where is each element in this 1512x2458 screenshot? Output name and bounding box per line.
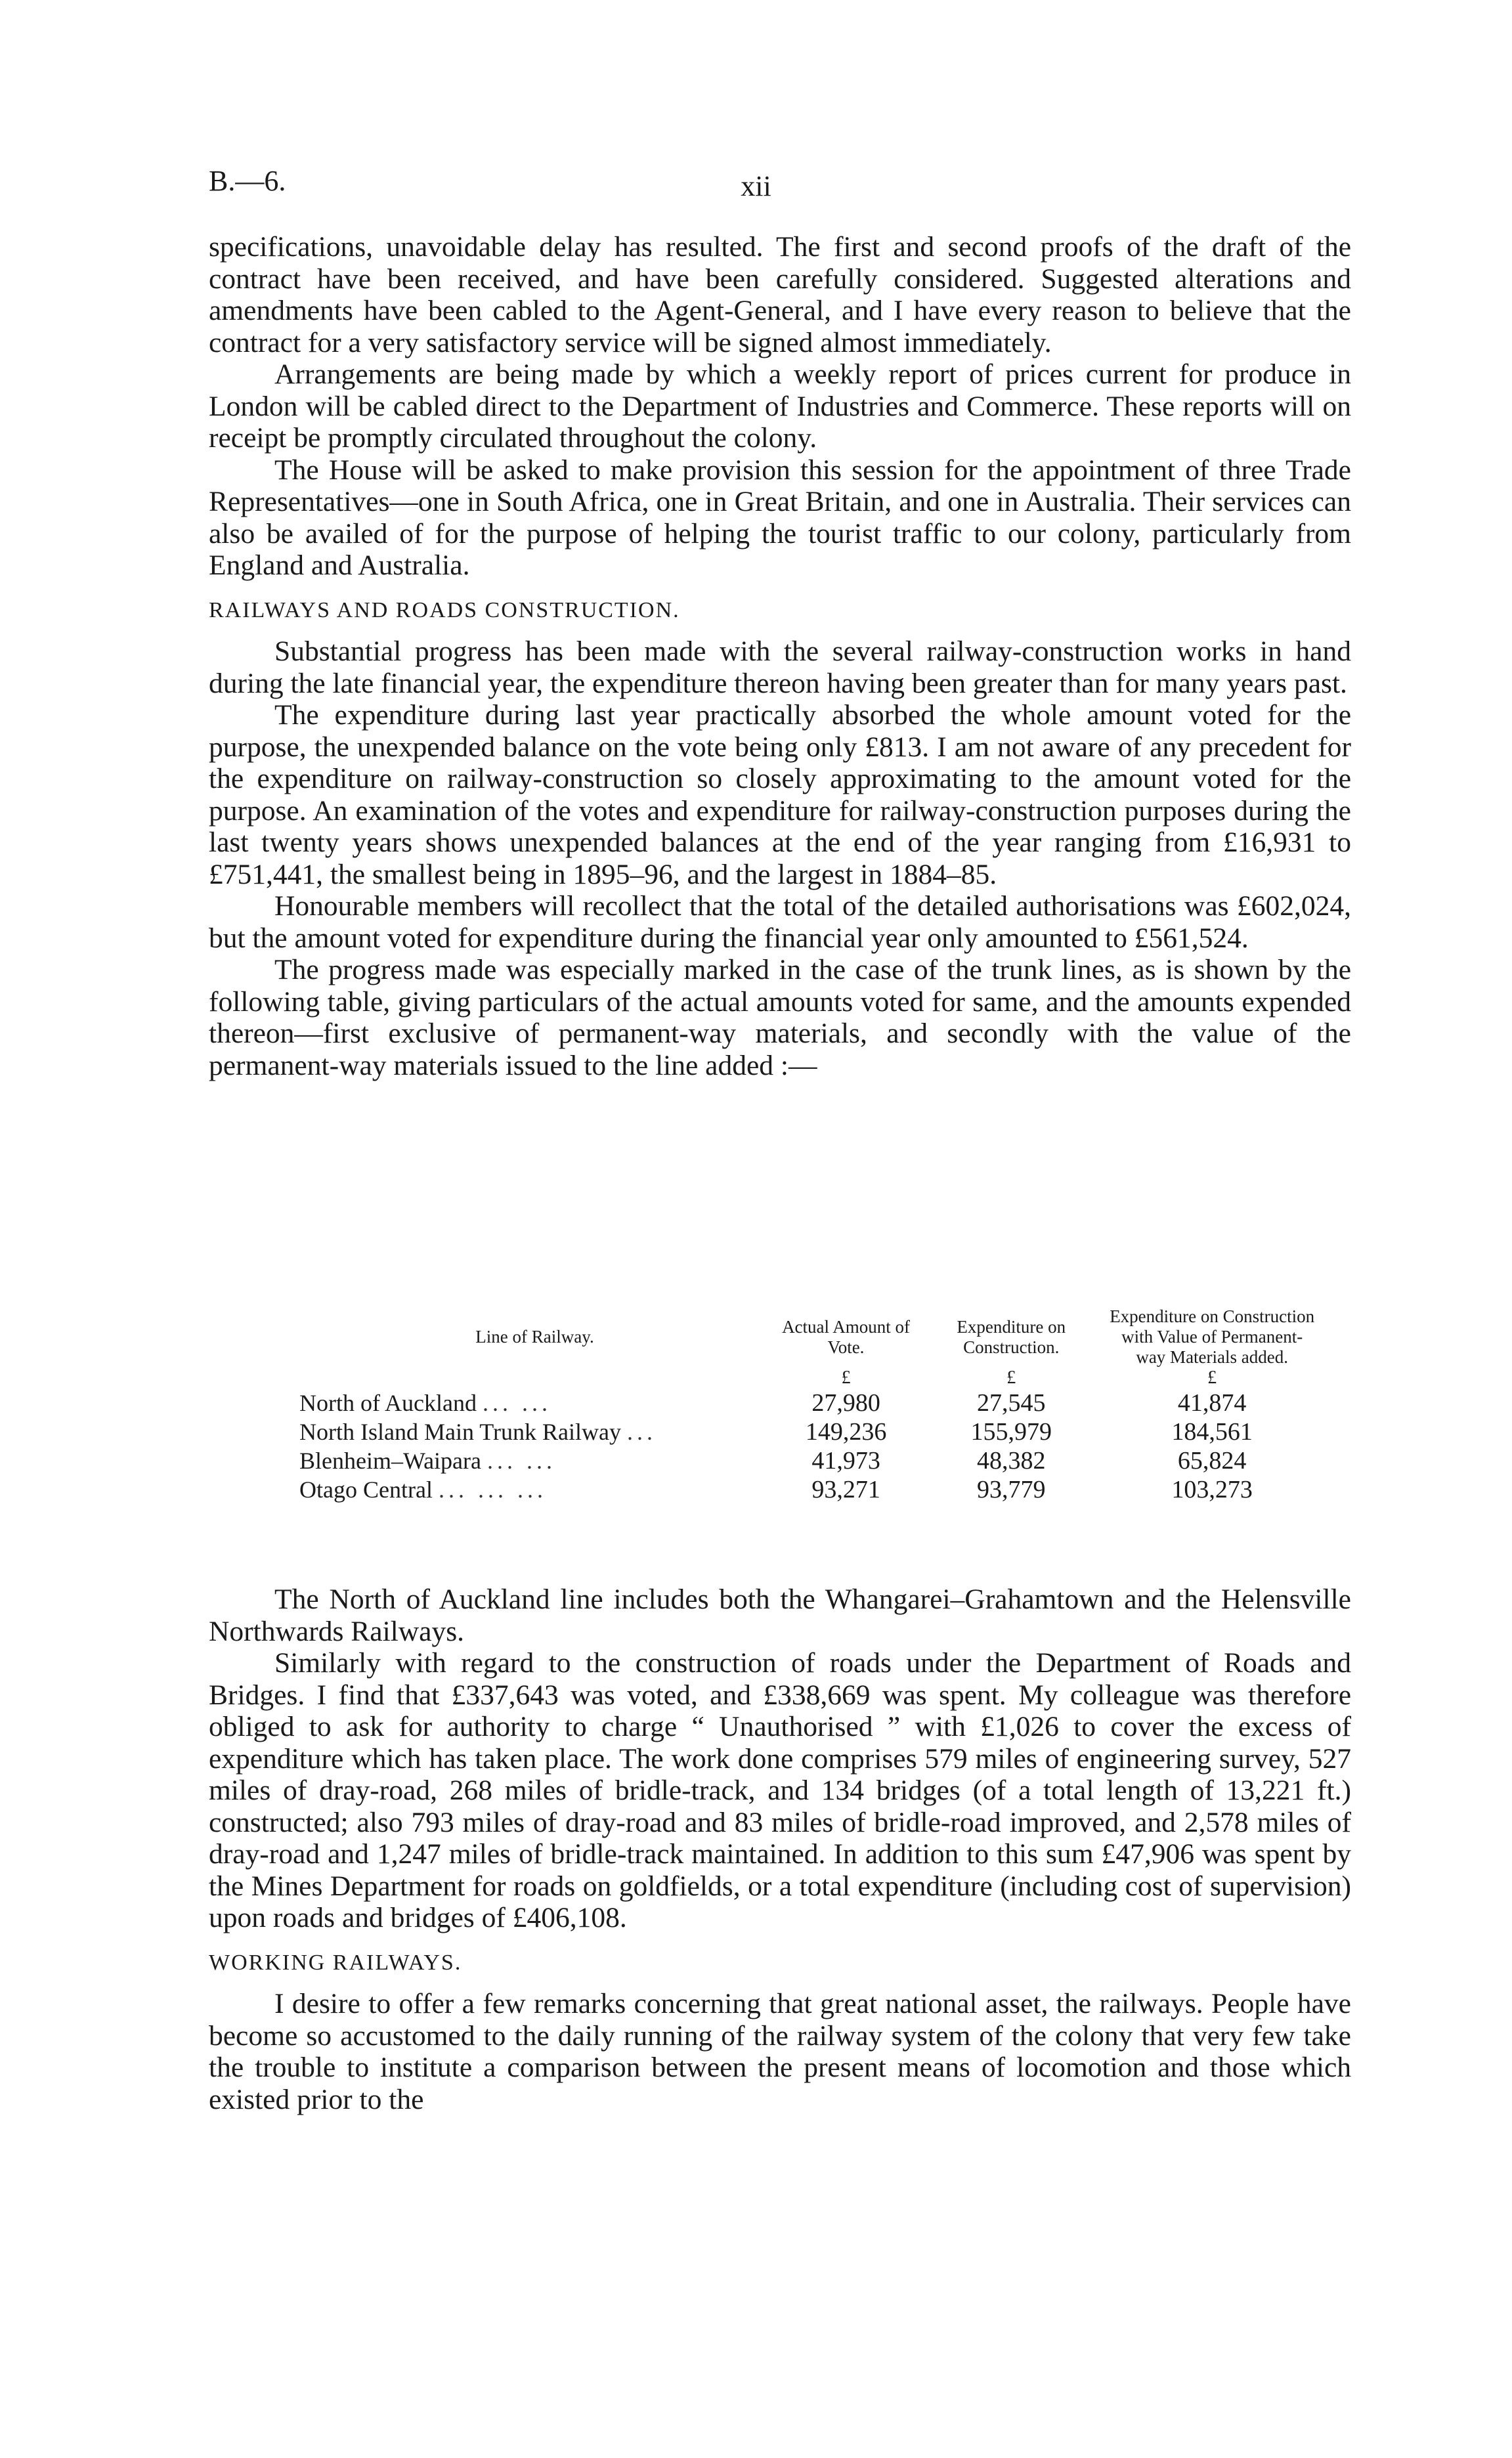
with-materials-amount: 41,874 — [1177, 1389, 1247, 1417]
paragraph-trade-representatives: The House will be asked to make provision this session for the appointment of three Trade Representatives—one in South Africa, one in Great Britain, and one in Australia. Their services can also be availed of for the purpose of helping the tourist traffic to our colony, particularly from England and Australia. — [209, 454, 1351, 581]
table-row — [295, 1417, 1320, 1446]
vote-amount: 149,236 — [805, 1418, 887, 1446]
vote-amount: 41,973 — [811, 1447, 880, 1475]
table-units-row — [295, 1368, 1320, 1389]
line-name: North Island Main Trunk Railway — [299, 1419, 621, 1445]
table-row — [295, 1389, 1320, 1417]
paragraph-substantial-progress: Substantial progress has been made with the several railway-construction works in hand during the late financial year, the expenditure thereon having been greater than for many years past. — [209, 636, 1351, 699]
col-header-with-materials: Expenditure on Construction with Value of Permanent-way Materials added. — [1110, 1306, 1315, 1367]
paragraph-prices-current: Arrangements are being made by which a weekly report of prices current for produce in London will be cabled direct to the Department of Industries and Commerce. These reports will on receipt be promptly circulated throughout the colony. — [209, 358, 1351, 454]
col-header-line: Line of Railway. — [475, 1327, 594, 1347]
railway-expenditure-table — [295, 1306, 1320, 1504]
paragraph-trunk-lines: The progress made was especially marked in the case of the trunk lines, as is shown by the following table, giving particulars of the actual amounts voted for same, and the amounts expended thereon—first exclusive of permanent-way materials, and secondly with the value of the permanent-way materials issued to the line added :— — [209, 954, 1351, 1081]
leader-dots: ... ... ... — [438, 1477, 547, 1503]
with-materials-amount: 184,561 — [1171, 1418, 1253, 1446]
with-materials-amount: 103,273 — [1171, 1476, 1253, 1503]
paragraph-authorisations: Honourable members will recollect that the total of the detailed authorisations was £602,024, but the amount voted for expenditure during the financial year only amounted to £561,524. — [209, 890, 1351, 954]
paragraph-roads-bridges: Similarly with regard to the construction of roads under the Department of Roads and Bridges. I find that £337,643 was voted, and £338,669 was spent. My colleague was therefore obliged to ask for authority to charge “ Unauthorised ” with £1,026 to cover the excess of expenditure which has taken place. The work done comprises 579 miles of engineering survey, 527 miles of dray-road, 268 miles of bridle-track, and 134 bridges (of a total length of 13,221 ft.) constructed; also 793 miles of dray-road and 83 miles of bridle-road improved, and 2,578 miles of dray-road and 1,247 miles of bridle-track maintained. In addition to this sum £47,906 was spent by the Mines Department for roads on goldfields, or a total expenditure (including cost of supervision) upon roads and bridges of £406,108. — [209, 1647, 1351, 1933]
section-heading-railways-roads: RAILWAYS AND ROADS CONSTRUCTION. — [209, 597, 680, 622]
with-materials-amount: 65,824 — [1177, 1447, 1247, 1475]
vote-amount: 93,271 — [811, 1476, 880, 1503]
paragraph-north-auckland: The North of Auckland line includes both the Whangarei–Grahamtown and the Helensville Northwards Railways. — [209, 1584, 1351, 1647]
col-header-vote: Actual Amount of Vote. — [782, 1316, 911, 1357]
leader-dots: ... ... — [487, 1448, 556, 1474]
line-name: Blenheim–Waipara — [299, 1448, 481, 1474]
leader-dots: ... — [627, 1419, 657, 1445]
unit-pound: £ — [1207, 1368, 1217, 1388]
vote-amount: 27,980 — [811, 1389, 880, 1417]
document-reference: B.—6. — [209, 165, 286, 197]
construction-amount: 93,779 — [976, 1476, 1046, 1503]
construction-amount: 48,382 — [976, 1447, 1046, 1475]
table-header-row — [295, 1306, 1320, 1368]
paragraph-specifications: specifications, unavoidable delay has resulted. The first and second proofs of the draft of the contract have been received, and have been carefully considered. Suggested alterations and amendments have been cabled to the Agent-General, and I have every reason to believe that the contract for a very satisfactory service will be signed almost immediately. — [209, 231, 1351, 358]
body-text-bottom — [209, 1584, 1351, 2115]
table-row — [295, 1475, 1320, 1504]
construction-amount: 27,545 — [976, 1389, 1046, 1417]
body-text-top — [209, 231, 1351, 1081]
unit-pound: £ — [841, 1368, 851, 1388]
paragraph-expenditure-vote: The expenditure during last year practically absorbed the whole amount voted for the purpose, the unexpended balance on the vote being only £813. I am not aware of any precedent for the expenditure on railway-construction so closely approximating to the amount voted for the purpose. An examination of the votes and expenditure for railway-construction purposes during the last twenty years shows unexpended balances at the end of the year ranging from £16,931 to £751,441, the smallest being in 1895–96, and the largest in 1884–85. — [209, 699, 1351, 890]
page-number: xii — [741, 170, 771, 202]
paragraph-national-asset: I desire to offer a few remarks concerning that great national asset, the railways. People have become so accustomed to the daily running of the railway system of the colony that very few take the trouble to institute a comparison between the present means of locomotion and those which existed prior to the — [209, 1988, 1351, 2115]
unit-pound: £ — [1006, 1368, 1016, 1388]
col-header-construction: Expenditure on Construction. — [957, 1316, 1066, 1357]
construction-amount: 155,979 — [970, 1418, 1052, 1446]
line-name: Otago Central — [299, 1477, 433, 1503]
line-name: North of Auckland — [299, 1390, 477, 1416]
table-row — [295, 1446, 1320, 1475]
leader-dots: ... ... — [482, 1390, 551, 1416]
section-heading-working-railways: WORKING RAILWAYS. — [209, 1950, 462, 1975]
